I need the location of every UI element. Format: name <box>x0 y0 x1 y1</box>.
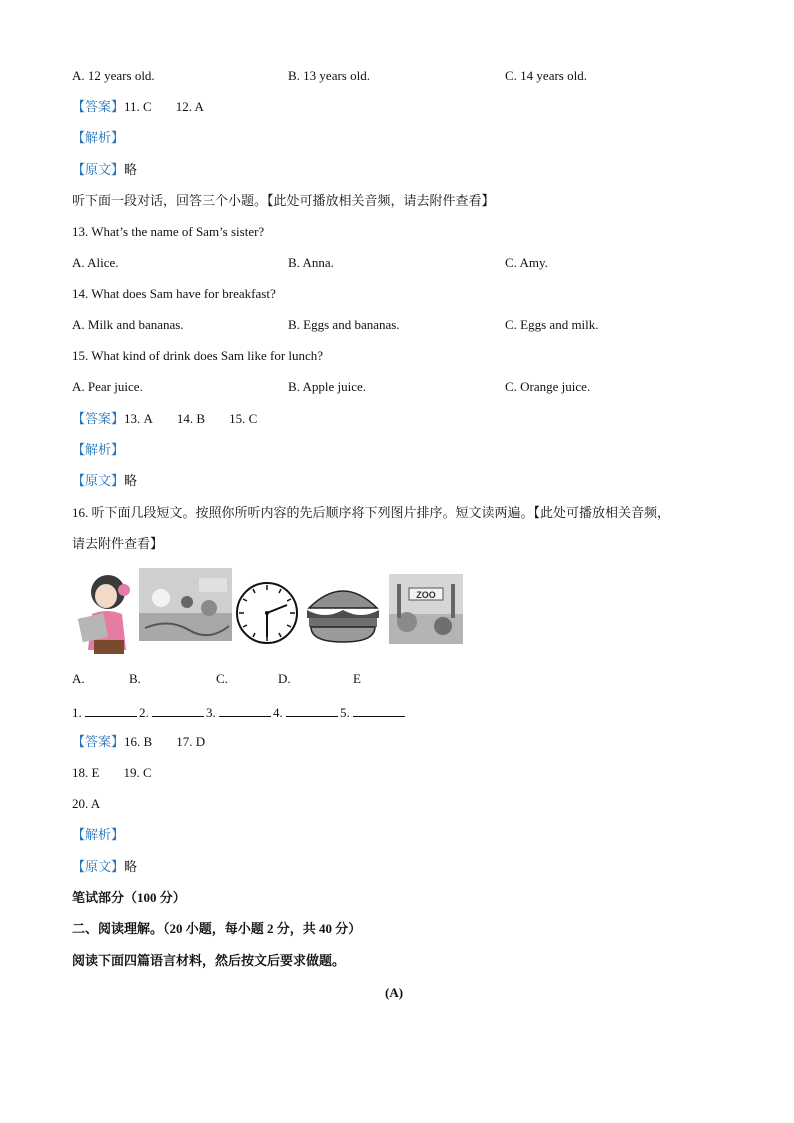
q12-option-a: A. 12 years old. <box>72 68 155 83</box>
answer-line-18-19 <box>72 764 152 782</box>
written-section-title: 笔试部分（100 分） <box>72 890 186 905</box>
picture-clock <box>235 581 299 645</box>
answer-19: 19. C <box>123 765 152 780</box>
q14-option-a: A. Milk and bananas. <box>72 317 184 332</box>
original-text: 略 <box>124 473 138 488</box>
q15-question: 15. What kind of drink does Sam like for lunch? <box>72 348 324 363</box>
listening-intro-2: 听下面一段对话，回答三个小题。【此处可播放相关音频，请去附件查看】 <box>72 193 495 208</box>
original-tag: 【原文】 <box>72 162 125 177</box>
answer-line-13-15 <box>72 410 257 428</box>
original-line-3 <box>72 858 137 876</box>
picture-zoo <box>389 574 463 644</box>
blank-5[interactable] <box>353 704 405 717</box>
picture-girl-reading <box>72 568 134 656</box>
picture-label-b: B. <box>129 671 141 686</box>
zoo-sign-text: ZOO <box>416 590 436 600</box>
section2-title: 二、阅读理解。（20 小题，每小题 2 分，共 40 分） <box>72 921 362 936</box>
blank-4[interactable] <box>286 704 338 717</box>
q16-instruction-line1: 16. 听下面几段短文。按照你所听内容的先后顺序将下列图片排序。短文读两遍。【此处可播放相关音频， <box>72 505 671 520</box>
q14-option-b: B. Eggs and bananas. <box>288 317 400 332</box>
answer-16: 16. B <box>124 734 153 749</box>
q12-option-b: B. 13 years old. <box>288 68 370 83</box>
original-text: 略 <box>124 162 138 177</box>
blank-1[interactable] <box>85 704 137 717</box>
answer-line-16-17 <box>72 733 205 751</box>
blank-label-3: 3. <box>206 705 216 720</box>
q16-instruction-line2: 请去附件查看】 <box>72 536 164 551</box>
answer-line-11-12 <box>72 98 204 116</box>
q13-option-a: A. Alice. <box>72 255 119 270</box>
passage-label-a: (A) <box>385 985 404 1000</box>
q13-question: 13. What’s the name of Sam’s sister? <box>72 224 265 239</box>
answer-tag: 【答案】 <box>72 734 125 749</box>
picture-label-d: D. <box>278 671 291 686</box>
picture-children-playing <box>139 568 232 641</box>
q14-option-c: C. Eggs and milk. <box>505 317 599 332</box>
q13-option-b: B. Anna. <box>288 255 334 270</box>
q15-option-b: B. Apple juice. <box>288 379 366 394</box>
blank-label-4: 4. <box>273 705 283 720</box>
blank-label-1: 1. <box>72 705 82 720</box>
analysis-tag-1: 【解析】 <box>72 130 125 145</box>
q15-option-a: A. Pear juice. <box>72 379 143 394</box>
original-text: 略 <box>124 859 138 874</box>
answer-13: 13. A <box>124 411 153 426</box>
answer-tag: 【答案】 <box>72 411 125 426</box>
q13-option-c: C. Amy. <box>505 255 548 270</box>
answer-20: 20. A <box>72 796 101 811</box>
picture-label-e: E <box>353 671 361 686</box>
blank-3[interactable] <box>219 704 271 717</box>
q15-option-c: C. Orange juice. <box>505 379 591 394</box>
q14-question: 14. What does Sam have for breakfast? <box>72 286 276 301</box>
answer-blanks-row <box>72 704 407 722</box>
original-tag: 【原文】 <box>72 473 125 488</box>
picture-hamburger <box>305 578 381 645</box>
answer-18: 18. E <box>72 765 100 780</box>
blank-2[interactable] <box>152 704 204 717</box>
answer-tag: 【答案】 <box>72 99 125 114</box>
answer-14: 14. B <box>176 411 206 426</box>
picture-label-a: A. <box>72 671 85 686</box>
picture-label-c: C. <box>216 671 228 686</box>
section2-instruction: 阅读下面四篇语言材料，然后按文后要求做题。 <box>72 953 346 968</box>
original-line-2 <box>72 472 137 490</box>
original-tag: 【原文】 <box>72 859 125 874</box>
blank-label-2: 2. <box>139 705 149 720</box>
q12-option-c: C. 14 years old. <box>505 68 587 83</box>
blank-label-5: 5. <box>340 705 350 720</box>
answer-15: 15. C <box>229 411 258 426</box>
answer-17: 17. D <box>176 734 206 749</box>
analysis-tag-2: 【解析】 <box>72 442 125 457</box>
original-line-1 <box>72 161 137 179</box>
analysis-tag-3: 【解析】 <box>72 827 125 842</box>
answer-11: 11. C <box>124 99 152 114</box>
answer-12: 12. A <box>175 99 204 114</box>
